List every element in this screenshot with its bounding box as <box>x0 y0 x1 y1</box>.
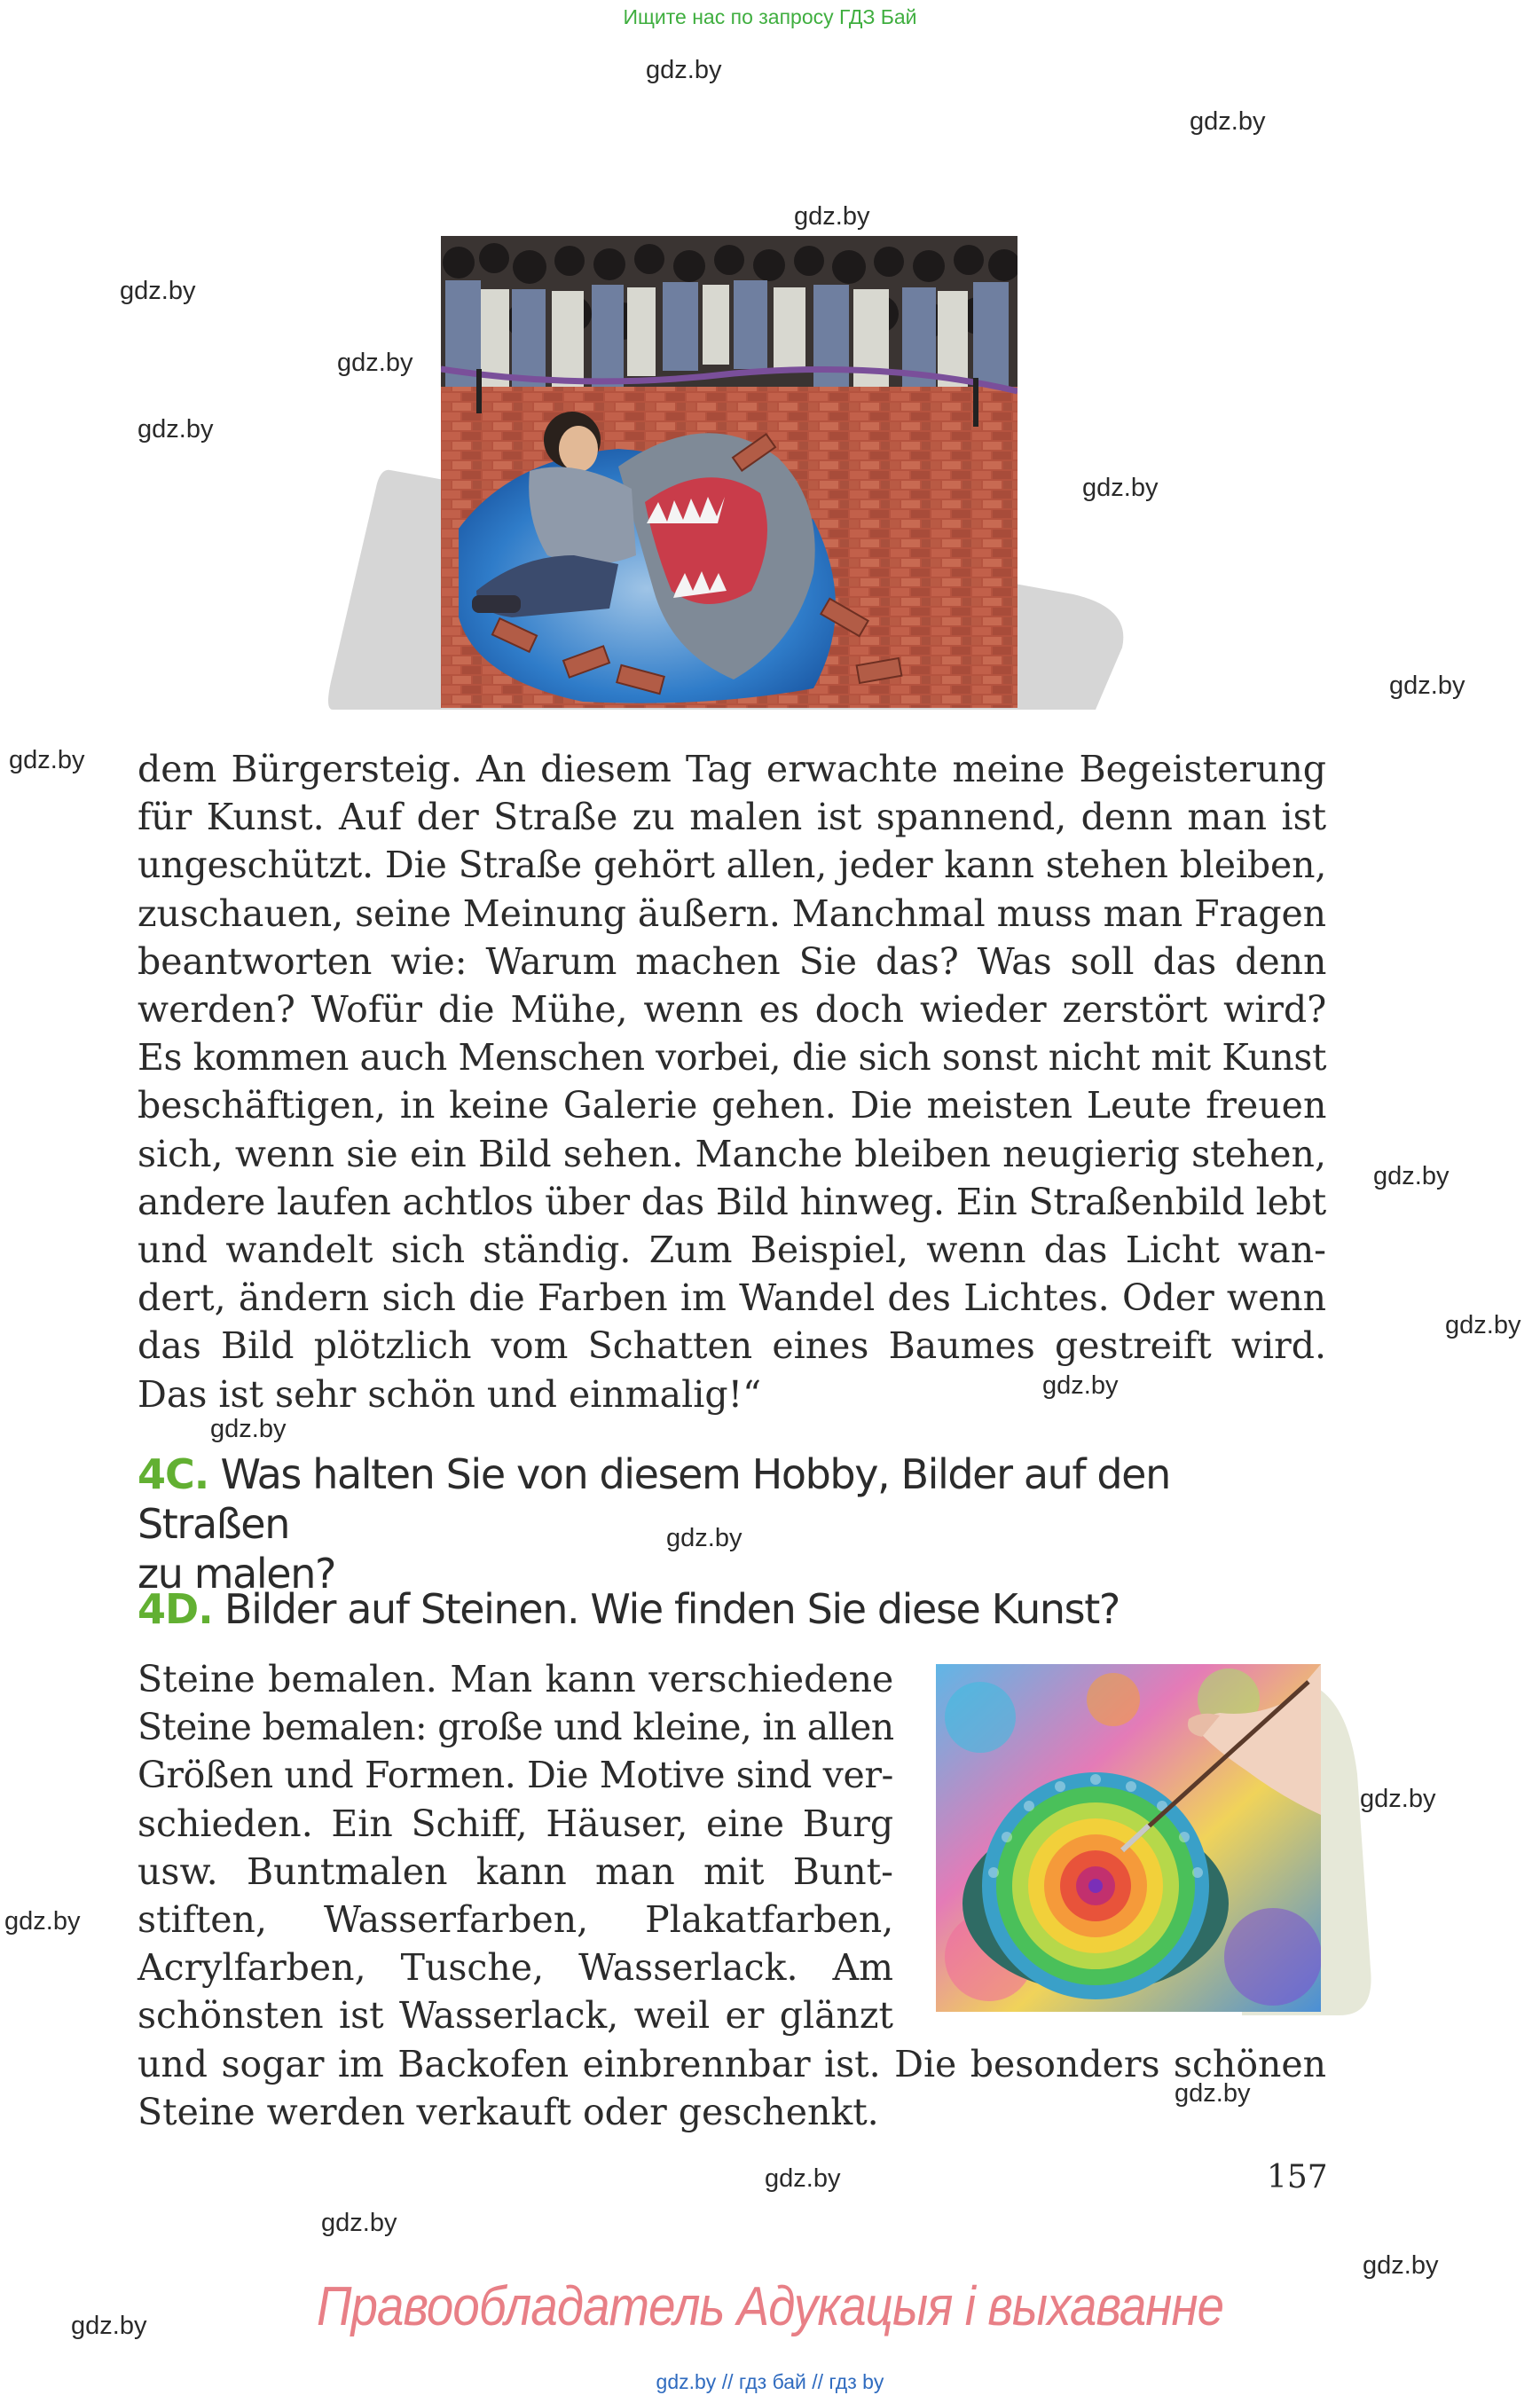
watermark: gdz.by <box>1445 1311 1521 1339</box>
stones-line: schönsten ist Wasserlack, weil er glänzt <box>138 1994 893 2038</box>
stones-line: Steine bemalen: große und kleine, in allen <box>138 1706 894 1749</box>
task-4c-text: Was halten Sie von diesem Hobby, Bilder auf den Straßen <box>138 1450 1170 1548</box>
street-art-photo <box>441 236 1018 708</box>
body-line: Das ist sehr schön und einmalig!“ <box>138 1372 762 1416</box>
body-paragraph <box>138 745 1326 1418</box>
watermark: gdz.by <box>1042 1371 1119 1400</box>
body-line: ungeschützt. Die Straße gehört allen, jeder kann stehen bleiben, <box>138 844 1327 887</box>
stones-line: Acrylfarben, Tusche, Wasserlack. Am <box>138 1946 894 1990</box>
body-line: Es kommen auch Menschen vorbei, die sich sonst nicht mit Kunst <box>138 1036 1326 1080</box>
body-line: dert, ändern sich die Farben im Wandel des Lichtes. Oder wenn <box>138 1276 1327 1320</box>
watermark: gdz.by <box>1175 2079 1251 2108</box>
stones-line: usw. Buntmalen kann man mit Bunt- <box>138 1849 893 1893</box>
body-line: beschäftigen, in keine Galerie gehen. Die meisten Leute freuen <box>138 1084 1327 1127</box>
task-4c-line: zu malen? <box>138 1550 335 1598</box>
watermark: gdz.by <box>321 2209 397 2237</box>
watermark: gdz.by <box>9 746 85 774</box>
watermark: gdz.by <box>794 202 870 231</box>
stones-line: Steine werden verkauft oder geschenkt. <box>138 2091 879 2134</box>
page-number: 157 <box>1267 2159 1328 2195</box>
top-banner: Ищите нас по запросу ГДЗ Бай <box>623 5 917 28</box>
task-4d-text: Bilder auf Steinen. Wie finden Sie diese Kunst? <box>224 1585 1120 1633</box>
watermark: gdz.by <box>1190 107 1266 136</box>
watermark: gdz.by <box>138 415 214 444</box>
body-line: und wandelt sich ständig. Zum Beispiel, wenn das Licht wan- <box>138 1229 1326 1272</box>
watermark: gdz.by <box>1363 2251 1439 2280</box>
watermark: gdz.by <box>71 2312 147 2340</box>
stones-line: schieden. Ein Schiff, Häuser, eine Burg <box>138 1802 894 1845</box>
stones-line: und sogar im Backofen einbrennbar ist. Die besonders schönen <box>138 2043 1327 2085</box>
body-line: zuschauen, seine Meinung äußern. Manchmal muss man Fragen <box>138 891 1326 935</box>
rights-holder: Правообладатель Адукацыя і выхаванне <box>316 2276 1224 2337</box>
task-4c-number: 4C. <box>138 1450 209 1498</box>
watermark: gdz.by <box>120 277 196 305</box>
watermark: gdz.by <box>210 1415 287 1443</box>
body-line: das Bild plötzlich vom Schatten eines Baumes gestreift wird. <box>138 1324 1326 1368</box>
watermark: gdz.by <box>765 2164 841 2193</box>
watermark: gdz.by <box>1373 1162 1450 1190</box>
body-line: andere laufen achtlos über das Bild hinweg. Ein Straßenbild lebt <box>138 1180 1326 1223</box>
stones-line: Größen und Formen. Die Motive sind ver- <box>138 1754 894 1797</box>
watermark: gdz.by <box>646 56 722 84</box>
stones-line: stiften, Wasserfarben, Plakatfarben, <box>138 1898 894 1942</box>
watermark: gdz.by <box>666 1524 742 1552</box>
body-line: dem Bürgersteig. An diesem Tag erwachte meine Begeisterung <box>138 748 1326 790</box>
watermark: gdz.by <box>1389 671 1465 700</box>
stones-paragraph-wide <box>138 2040 1326 2136</box>
body-line: werden? Wofür die Mühe, wenn es doch wieder zerstört wird? <box>138 988 1327 1032</box>
footer-links: gdz.by // гдз бай // гдз by <box>656 2370 884 2393</box>
task-4d-number: 4D. <box>138 1585 213 1633</box>
watermark: gdz.by <box>337 349 413 377</box>
stones-paragraph-narrow <box>138 1655 893 2040</box>
painted-stone-photo <box>936 1664 1321 2012</box>
task-4d <box>138 1584 1326 1634</box>
stones-line: Steine bemalen. Man kann verschiedene <box>138 1658 894 1700</box>
watermark: gdz.by <box>4 1907 81 1936</box>
body-line: für Kunst. Auf der Straße zu malen ist spannend, denn man ist <box>138 796 1327 839</box>
body-line: sich, wenn sie ein Bild sehen. Manche bleiben neugierig stehen, <box>138 1132 1326 1175</box>
watermark: gdz.by <box>1360 1785 1436 1813</box>
watermark: gdz.by <box>1082 474 1159 502</box>
body-line: beantworten wie: Warum machen Sie das? Was soll das denn <box>138 939 1327 983</box>
